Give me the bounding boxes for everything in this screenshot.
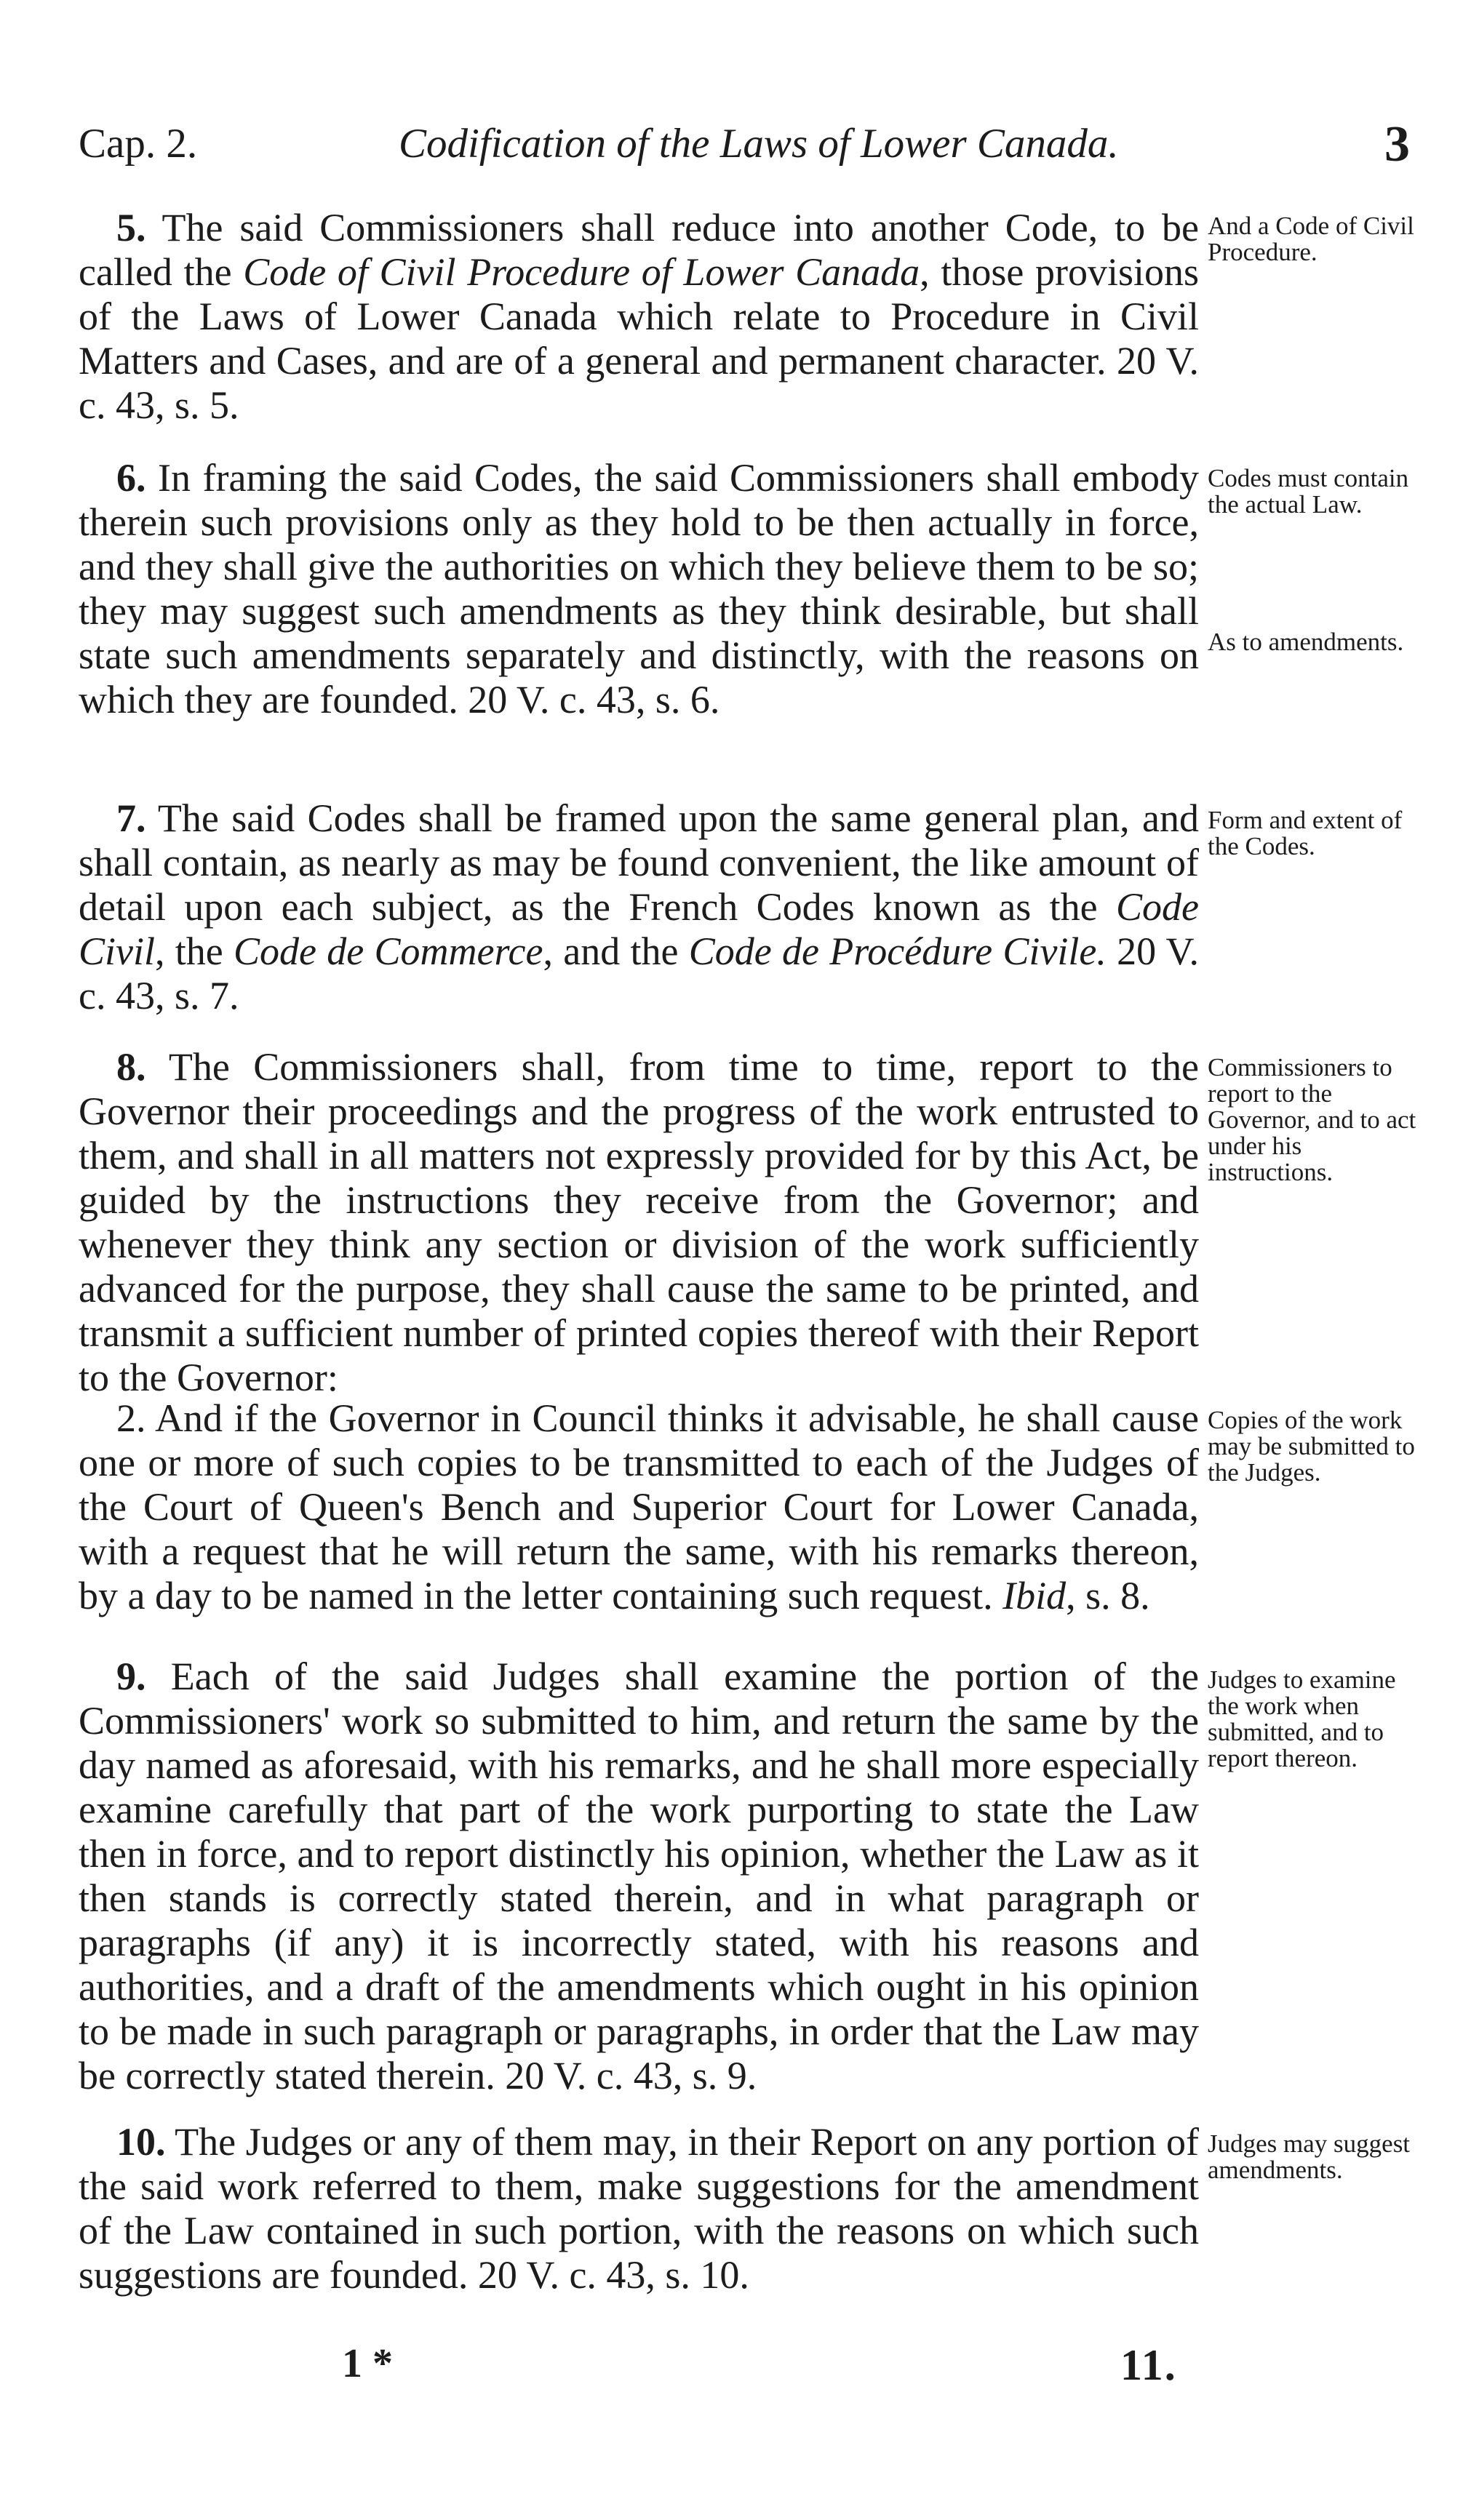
margin-note-amendments: As to amendments. xyxy=(1208,628,1404,656)
section-7 xyxy=(79,796,1199,1018)
section-9-text: 9. Each of the said Judges shall examine the portion of the Commissioners' work so submitted to him, and return the same by the day named as aforesaid, with his remarks, and he shall more especially examine carefully that part of the work purporting to state the Law then in force, and to report distinctly his opinion, whether the Law as it then stands is correctly stated therein, and in what paragraph or paragraphs (if any) it is incorrectly stated, with his reasons and authorities, and a draft of the amendments which ought in his opinion to be made in such paragraph or paragraphs, in order that the Law may be correctly stated therein. 20 V. c. 43, s. 9. xyxy=(79,1655,1200,2097)
section-5-text: 5. The said Commissioners shall reduce into another Code, to be called the Code of Civil Procedure of Lower Canada, those provisions of the Laws of Lower Canada which relate to Procedure in Civil Matters and Cases, and are of a general and permanent character. 20 V. c. 43, s. 5. xyxy=(79,206,1199,427)
section-8 xyxy=(79,1045,1199,1400)
section-6 xyxy=(79,456,1199,722)
page-title: Codification of the Laws of Lower Canada. xyxy=(399,121,1119,167)
section-number: 8. xyxy=(116,1045,146,1089)
subsection-8-2 xyxy=(79,1396,1199,1618)
margin-note-form-extent: Form and extent of the Codes. xyxy=(1208,806,1403,860)
chapter-label: Cap. 2. xyxy=(79,121,198,167)
section-6-text: 6. In framing the said Codes, the said Commissioners shall embody therein such provisions only as they hold to be then actually in force, and they shall give the authorities on which they believe them to be so; they may suggest such amendments as they think desirable, but shall state such amendments separately and distinctly, with the reasons on which they are founded. 20 V. c. 43, s. 6. xyxy=(79,456,1200,721)
section-5 xyxy=(79,206,1199,428)
margin-note-commissioners-report: Commissioners to report to the Governor, and to act under his instructions. xyxy=(1208,1053,1416,1186)
catchword: 11. xyxy=(1120,2341,1177,2389)
running-header xyxy=(79,116,1410,178)
margin-note-actual-law: Codes must contain the actual Law. xyxy=(1208,464,1409,519)
section-number: 10. xyxy=(116,2120,166,2164)
section-9 xyxy=(79,1655,1199,2098)
section-8-text: 8. The Commissioners shall, from time to time, report to the Governor their proceedings and the progress of the work entrusted to them, and shall in all matters not expressly provided for by this Act, be guided by the instructions they receive from the Governor; and whenever they think any section or division of the work sufficiently advanced for the purpose, they shall cause the same to be printed, and transmit a sufficient number of printed copies thereof with their Report to the Governor: xyxy=(79,1045,1199,1399)
subsection-number: 2. xyxy=(116,1396,146,1440)
signature-mark: 1 * xyxy=(342,2341,393,2386)
margin-note-copies-judges: Copies of the work may be submitted to the Judges. xyxy=(1208,1406,1415,1487)
section-number: 9. xyxy=(116,1655,146,1698)
section-number: 5. xyxy=(116,206,146,249)
page-number: 3 xyxy=(1384,116,1410,172)
subsection-8-2-text: 2. And if the Governor in Council thinks it advisable, he shall cause one or more of such copies to be transmitted to each of the Judges of the Court of Queen's Bench and Superior Court for Lower Canada, with a request that he will return the same, with his remarks thereon, by a day to be named in the letter containing such request. Ibid, s. 8. xyxy=(79,1396,1199,1617)
margin-note-judges-examine: Judges to examine the work when submitted, and to report thereon. xyxy=(1208,1665,1396,1772)
section-7-text: 7. The said Codes shall be framed upon the same general plan, and shall contain, as nearly as may be found convenient, the like amount of detail upon each subject, as the French Codes known as the Code Civil, the Code de Commerce, and the Code de Procédure Civile. 20 V. c. 43, s. 7. xyxy=(79,796,1199,1017)
section-number: 7. xyxy=(116,796,146,840)
section-number: 6. xyxy=(116,456,146,500)
section-10 xyxy=(79,2120,1199,2297)
section-10-text: 10. The Judges or any of them may, in their Report on any portion of the said work referred to them, make suggestions for the amendment of the Law contained in such portion, with the reasons on which such suggestions are founded. 20 V. c. 43, s. 10. xyxy=(79,2120,1199,2297)
margin-note-suggest-amendments: Judges may suggest amendments. xyxy=(1208,2129,1411,2184)
margin-note-civil-procedure: And a Code of Civil Procedure. xyxy=(1208,212,1414,266)
